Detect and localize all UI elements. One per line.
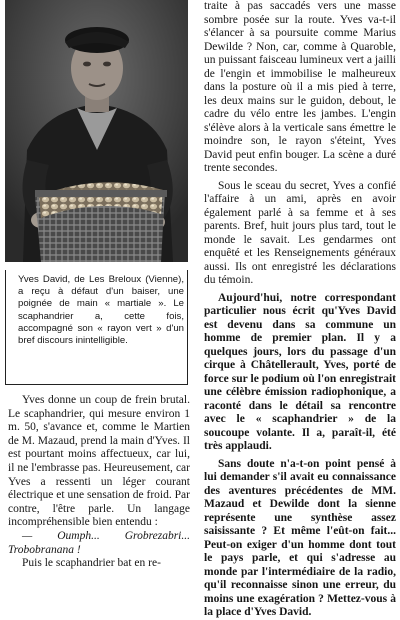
right-paragraph: traite à pas saccadés vers une masse sombre posée sur la route. Yves va-t-il s'élancer à sa poursuite comme Marius Dewilde ? Non, car, comme à Quaroble, un puissant faisceau lumineux vert a jailli de l'engin et immobilise le malheureux dans la posture où il a mis pied à terre, les deux mains sur le guidon, debout, le cadre du vélo entre les jambes. L'engin s'élève alors à la verticale sans émettre le moindre son, le rayon s'éteint, Yves David peut enfin bouger. La scène a duré trente secondes. <box>204 0 396 174</box>
left-column <box>8 394 190 571</box>
photo-man-with-basket <box>5 0 188 262</box>
photo-frame <box>0 0 193 268</box>
photo-caption: Yves David, de Les Breloux (Vienne), a reçu à défaut d'un baiser, une poignée de main « martiale ». Le scaphandrier a, cette fois, accompagné son « rayon vert » d'un bref discours inintelligible. <box>18 274 184 347</box>
left-paragraph: Yves donne un coup de frein brutal. Le scaphandrier, qui mesure environ 1 m. 50, s'avance et, comme le Martien de M. Mazaud, prend la main d'Yves. Il est pourtant moins affectueux, car lui, il ne l'embrasse pas. Heureusement, car Yves a ressenti un léger courant électrique et une sensation de froid. Par contre, l'être parle. Un langage incompréhensible bien entendu : <box>8 394 190 529</box>
right-paragraph: Sous le sceau du secret, Yves a confié l'affaire à un ami, après en avoir également parlé à sa femme et à ses parents. Bref, huit jours plus tard, tout le monde le savait. Les gendarmes ont enquêté et les Renseignements généraux aussi. Ils ont enregistré les déclarations du témoin. <box>204 179 396 286</box>
right-paragraph-bold: Sans doute n'a-t-on point pensé à lui demander s'il avait eu connaissance des aventures précédentes de MM. Mazaud et Dewilde dont la sienne représente une synthèse assez saisissante ? Et même l'eût-on fait... Peut-on exiger d'un homme dont tout le pays parle, et qui s'adresse au monde par l'intermédiaire de la radio, qu'il reconnaisse sinon une erreur, du moins une exagération ? Mettez-vous à la place d'Yves David. <box>204 457 396 618</box>
right-column <box>204 0 396 620</box>
left-paragraph: Puis le scaphandrier bat en re- <box>22 557 161 570</box>
left-paragraph-quote: — Oumph... Grobrezabri... Trobobranana ! <box>8 529 190 556</box>
right-paragraph-bold: Aujourd'hui, notre correspondant particulier nous écrit qu'Yves David est devenu dans sa commune un homme de premier plan. Il y a quelques jours, lors du passage d'un cirque à Châtellerault, Yves, porté de force sur le podium où l'on enregistrait une célèbre émission radiophonique, a raconté dans le détail sa rencontre avec le « scaphandrier » de la soucoupe volante. Il a, paraît-il, été très applaudi. <box>204 291 396 452</box>
